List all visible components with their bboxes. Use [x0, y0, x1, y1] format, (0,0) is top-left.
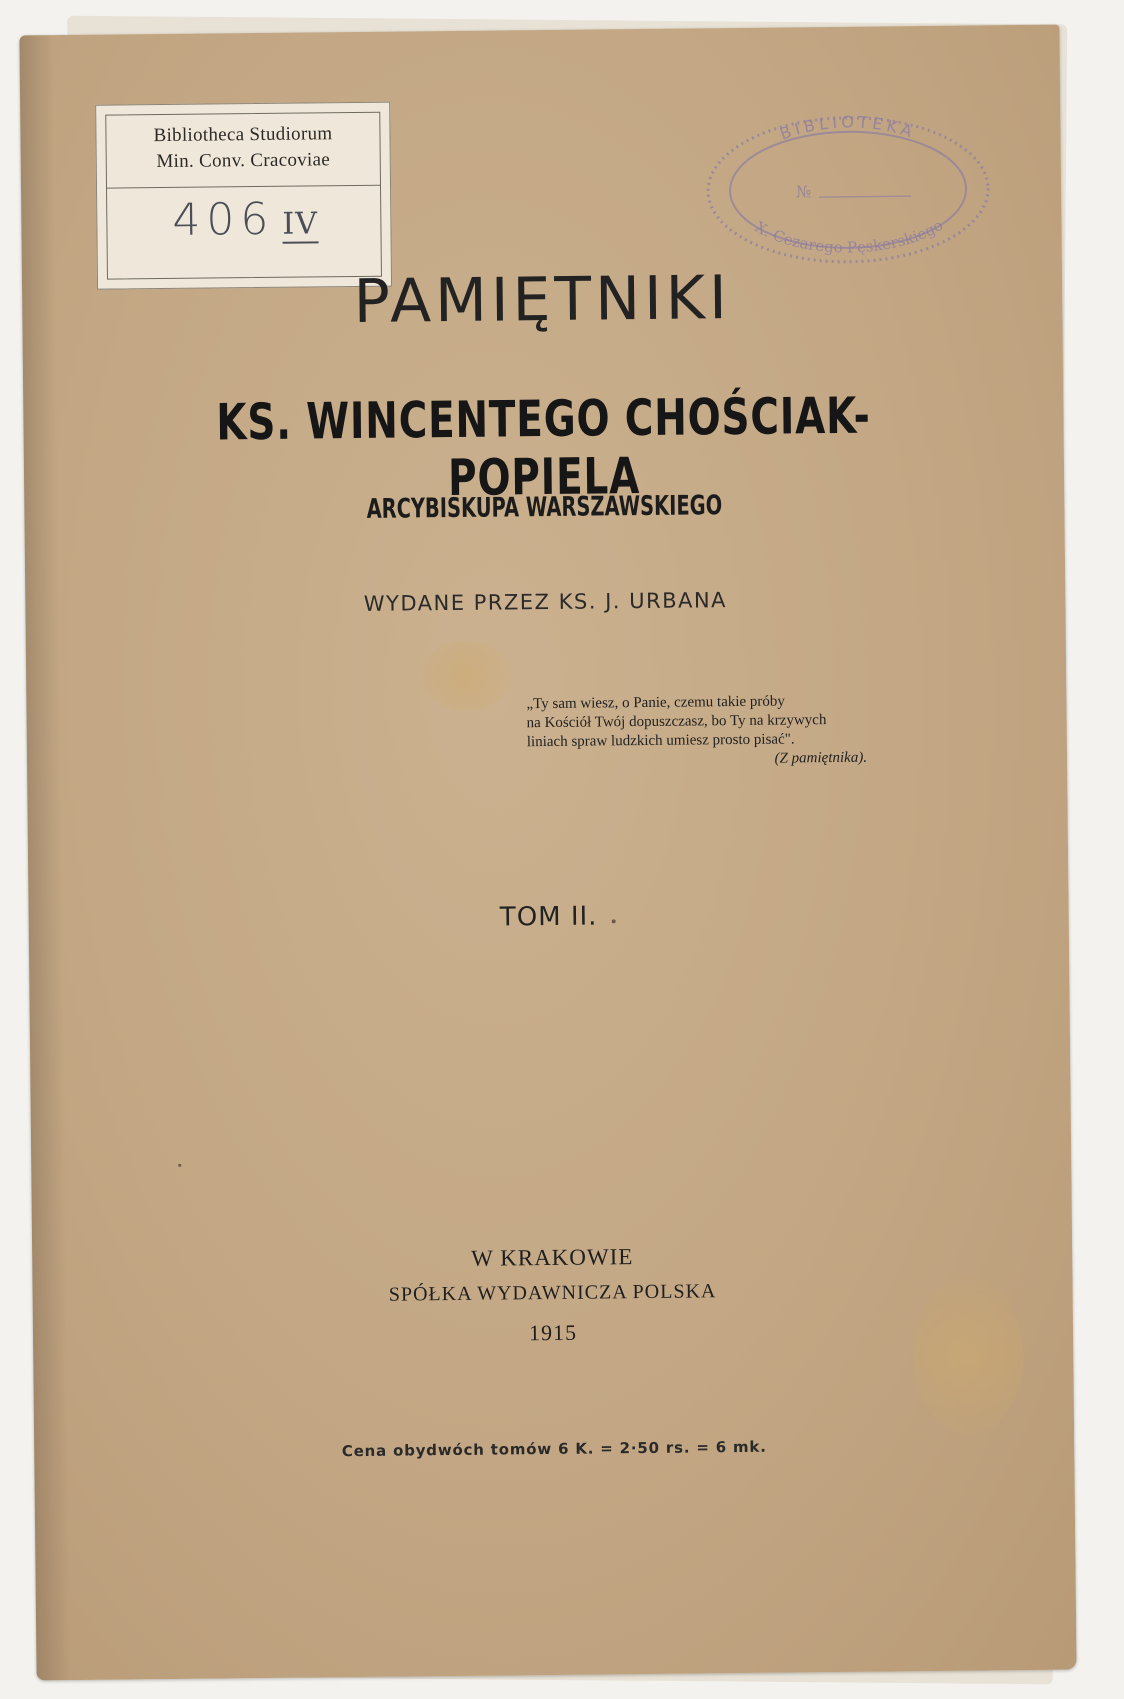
stamp-number-mark: № — [795, 182, 812, 202]
epigraph-line: liniach spraw ludzkich umiesz prosto pisać". — [526, 731, 795, 751]
svg-text:X. Cezarego Pęskerskiego — [752, 216, 947, 258]
author-role: ARCYBISKUPA WARSZAWSKIEGO — [366, 490, 723, 525]
epigraph-line: na Kościół Twój dopuszczasz, bo Ty na krzywych — [526, 712, 827, 732]
volume-number: TOM II. — [499, 901, 598, 933]
epigraph — [526, 691, 907, 771]
handwritten-shelfmark — [172, 193, 318, 246]
library-label — [95, 102, 392, 290]
imprint-year: 1915 — [528, 1319, 578, 1346]
label-divider — [107, 185, 380, 189]
stamp-top-text: BIBLIOTEKA — [777, 112, 919, 144]
editor-line: WYDANE PRZEZ KS. J. URBANA — [363, 588, 728, 616]
imprint-city: W KRAKOWIE — [470, 1244, 634, 1271]
paper-stain — [421, 640, 512, 711]
imprint-publisher: SPÓŁKA WYDAWNICZA POLSKA — [388, 1280, 717, 1306]
stamp-bottom-text: X. Cezarego Pęskerskiego — [751, 216, 947, 257]
price-line: Cena obydwóch tomów 6 K. = 2·50 rs. = 6 mk. — [341, 1437, 767, 1461]
shelfmark-number: 406 — [172, 193, 275, 246]
label-line-1: Bibliotheca Studiorum — [153, 123, 333, 147]
epigraph-line: „Ty sam wiesz, o Panie, czemu takie próby — [526, 693, 785, 713]
book-cover — [19, 25, 1076, 1681]
svg-text:BIBLIOTEKA — [777, 112, 918, 144]
epigraph-source: (Z pamiętnika). — [774, 749, 868, 767]
book-title: PAMIĘTNIKI — [353, 263, 732, 338]
author-name: KS. WINCENTEGO CHOŚCIAK-POPIELA — [216, 386, 871, 508]
library-stamp-icon — [700, 103, 997, 266]
paper-speck — [178, 1164, 181, 1167]
label-line-2: Min. Conv. Cracoviae — [156, 149, 331, 173]
shelfmark-suffix: IV — [282, 206, 319, 242]
